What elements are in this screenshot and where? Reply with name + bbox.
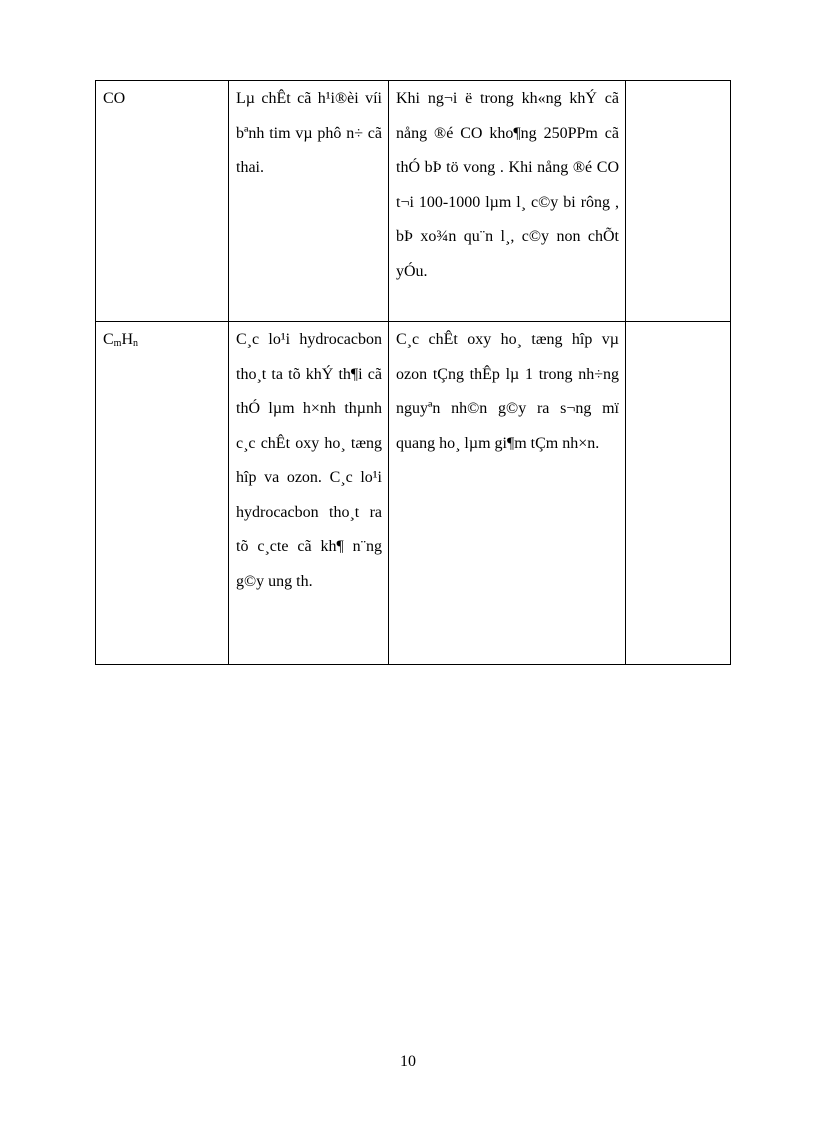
formula-base: C xyxy=(103,331,114,348)
pollutant-cell xyxy=(96,81,229,322)
source-cell: C¸c lo¹i hydrocacbon tho¸t ta tõ khÝ th¶i cã thÓ lµm h×nh thµnh c¸c chÊt oxy ho¸ tæng hîp va ozon. C¸c lo¹i hydrocacbon tho¸t ra tõ c¸cte cã kh¶ n¨ng g©y ung th. xyxy=(229,322,389,665)
page-number: 10 xyxy=(400,1053,416,1070)
formula-subscript-n: n xyxy=(133,338,139,349)
note-cell xyxy=(626,322,731,665)
effect-cell: C¸c chÊt oxy ho¸ tæng hîp vµ ozon tÇng thÊp lµ 1 trong nh÷ng nguyªn nh©n g©y ra s¬ng mï quang ho¸ lµm gi¶m tÇm nh×n. xyxy=(389,322,626,665)
formula-subscript-m: m xyxy=(113,338,122,349)
table-row xyxy=(96,322,731,665)
note-cell xyxy=(626,81,731,322)
pollutant-table xyxy=(95,80,731,665)
formula-mid: H xyxy=(121,331,134,348)
effect-cell: Khi ng¬i ë trong kh«ng khÝ cã nång ®é CO kho¶ng 250PPm cã thÓ bÞ tö vong . Khi nång ®é CO t¬i 100-1000 lµm l¸ c©y bi rông , bÞ xo¾n qu¨n l¸, c©y non chÕt yÓu. xyxy=(389,81,626,322)
table-row xyxy=(96,81,731,322)
source-cell: Lµ chÊt cã h¹i®èi víi bªnh tim vµ phô n÷ cã thai. xyxy=(229,81,389,322)
pollutant-cell xyxy=(96,322,229,665)
pollutant-name: CO xyxy=(103,90,126,107)
